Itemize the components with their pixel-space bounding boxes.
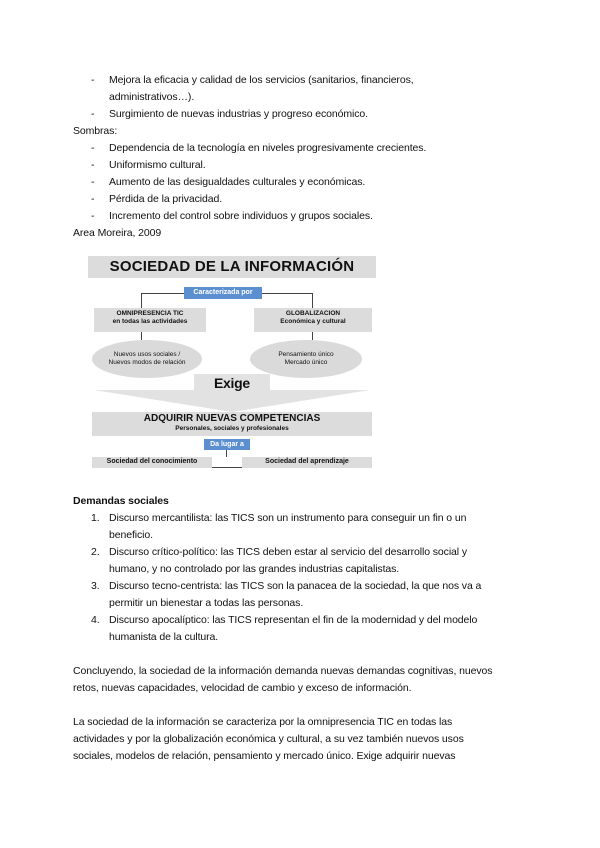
connector-line: [141, 293, 184, 294]
connector-line: [141, 293, 142, 308]
sombras-item: Aumento de las desigualdades culturales y económicas.: [109, 176, 366, 188]
connector-line: [141, 332, 142, 340]
sociedad-aprendizaje-box: Sociedad del aprendizaje: [242, 457, 372, 468]
sociedad-informacion-diagram: [88, 256, 376, 472]
demandas-item-line: Discurso tecno-centrista: las TICS son la panacea de la sociedad, la que nos va a: [109, 580, 482, 592]
demandas-heading: Demandas sociales: [73, 495, 169, 507]
list-number: 2.: [91, 546, 100, 558]
caracterizada-por-label: Caracterizada por: [184, 287, 262, 299]
paragraph-line: actividades y por la globalización económica y cultural, a su vez también nuevos usos: [73, 733, 464, 745]
sombras-item: Dependencia de la tecnología en niveles progresivamente crecientes.: [109, 142, 427, 154]
connector-line: [312, 332, 313, 340]
paragraph-line: sociales, modelos de relación, pensamiento y mercado único. Exige adquirir nuevas: [73, 750, 456, 762]
pensamiento-unico-oval: [250, 340, 362, 378]
demandas-item-line: beneficio.: [109, 529, 153, 541]
paragraph-line: La sociedad de la información se caracteriza por la omnipresencia TIC en todas las: [73, 716, 453, 728]
bullet-text: Mejora la eficacia y calidad de los servicios (sanitarios, financieros,: [109, 74, 414, 86]
list-number: 3.: [91, 580, 100, 592]
nuevos-usos-line1: Nuevos usos sociales /: [113, 351, 181, 358]
bullet-dash: -: [91, 159, 95, 171]
connector-line: [262, 293, 312, 294]
globalizacion-line2: Económica y cultural: [280, 318, 346, 325]
bullet-dash: -: [91, 74, 95, 86]
diagram-title: SOCIEDAD DE LA INFORMACIÓN: [88, 256, 376, 278]
nuevos-usos-line2: Nuevos modos de relación: [108, 359, 186, 366]
globalizacion-box: [254, 308, 372, 332]
competencias-box: [92, 412, 372, 436]
connector-line: [226, 450, 227, 457]
globalizacion-line1: GLOBALIZACION: [285, 310, 341, 317]
pensamiento-line1: Pensamiento único: [278, 351, 334, 358]
competencias-title: ADQUIRIR NUEVAS COMPETENCIAS: [143, 413, 321, 424]
omnipresencia-line1: OMNIPRESENCIA TIC: [116, 310, 184, 317]
competencias-subtitle: Personales, sociales y profesionales: [175, 425, 289, 432]
paragraph-line: Concluyendo, la sociedad de la información demanda nuevas demandas cognitivas, nuevos: [73, 665, 493, 677]
omnipresencia-box: [94, 308, 206, 332]
bullet-text: Surgimiento de nuevas industrias y progreso económico.: [109, 108, 368, 120]
bullet-dash: -: [91, 193, 95, 205]
bullet-dash: -: [91, 142, 95, 154]
demandas-item-line: humano, y no controlado por las grandes industrias capitalistas.: [109, 563, 400, 575]
bullet-text: administrativos…).: [109, 91, 195, 103]
demandas-item-line: Discurso crítico-político: las TICS deben estar al servicio del desarrollo social y: [109, 546, 467, 558]
pensamiento-line2: Mercado único: [284, 359, 328, 366]
demandas-item-line: Discurso mercantilista: las TICS son un instrumento para conseguir un fin o un: [109, 512, 467, 524]
bullet-dash: -: [91, 108, 95, 120]
da-lugar-label: Da lugar a: [204, 439, 250, 450]
sombras-item: Incremento del control sobre individuos y grupos sociales.: [109, 210, 373, 222]
demandas-item-line: Discurso apocalíptico: las TICS representan el fin de la modernidad y del modelo: [109, 614, 478, 626]
demandas-item-line: permitir un bienestar a todas las personas.: [109, 597, 304, 609]
sombras-heading: Sombras:: [73, 125, 118, 137]
paragraph-line: retos, nuevas capacidades, velocidad de cambio y exceso de información.: [73, 682, 412, 694]
sociedad-conocimiento-box: Sociedad del conocimiento: [92, 457, 212, 468]
connector-line: [212, 467, 242, 468]
demandas-item-line: humanista de la cultura.: [109, 631, 219, 643]
connector-line: [312, 293, 313, 308]
omnipresencia-line2: en todas las actividades: [112, 318, 188, 325]
list-number: 1.: [91, 512, 100, 524]
sombras-item: Uniformismo cultural.: [109, 159, 206, 171]
list-number: 4.: [91, 614, 100, 626]
exige-label: Exige: [214, 375, 250, 391]
bullet-dash: -: [91, 176, 95, 188]
bullet-dash: -: [91, 210, 95, 222]
sombras-item: Pérdida de la privacidad.: [109, 193, 223, 205]
nuevos-usos-oval: [92, 340, 202, 378]
citation: Area Moreira, 2009: [73, 227, 162, 239]
